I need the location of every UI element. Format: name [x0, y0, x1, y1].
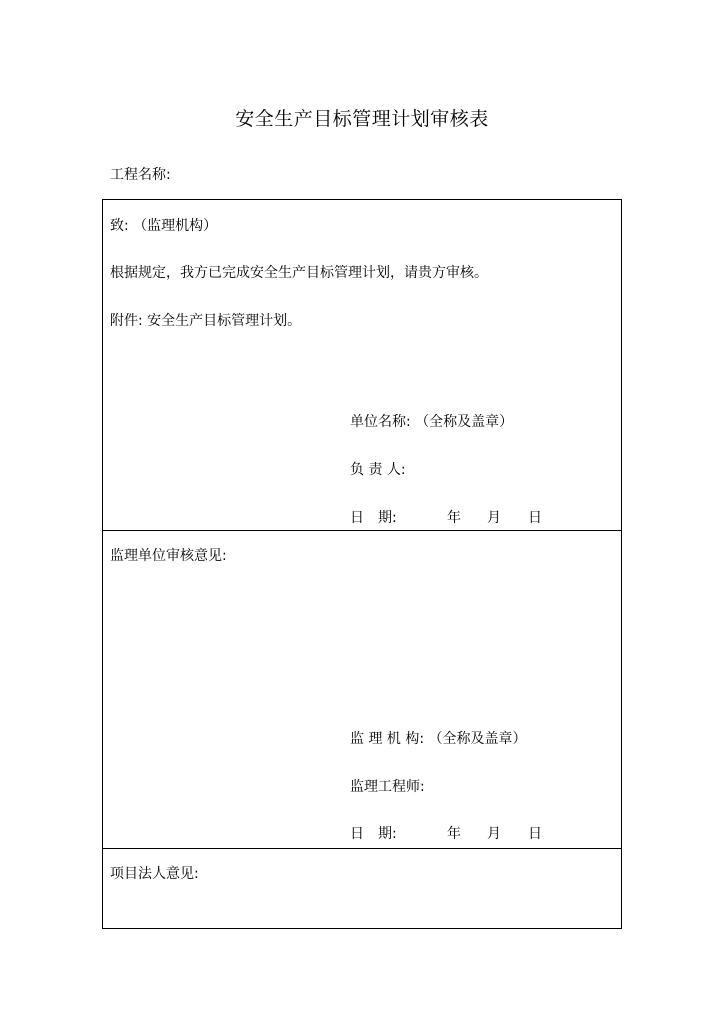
submission-statement: 根据规定，我方已完成安全生产目标管理计划，请贵方审核。: [110, 265, 488, 281]
day-label: 日: [528, 510, 542, 526]
person-in-charge-label: 负 责 人:: [350, 462, 406, 478]
day-label: 日: [528, 826, 542, 842]
year-label: 年: [447, 826, 461, 842]
contractor-section: [103, 200, 621, 531]
review-form-table: [102, 199, 622, 929]
month-label: 月: [487, 510, 501, 526]
legal-person-opinion-heading: 项目法人意见:: [110, 866, 199, 882]
month-label: 月: [487, 826, 501, 842]
attachment-line: 附件: 安全生产目标管理计划。: [110, 313, 302, 329]
date-label: 日 期:: [350, 826, 397, 842]
contractor-date-row: [350, 507, 550, 525]
unit-name-label: 单位名称: （全称及盖章）: [350, 414, 514, 430]
project-name-label: 工程名称:: [110, 167, 171, 183]
supervision-date-row: [350, 823, 550, 841]
supervision-opinion-heading: 监理单位审核意见:: [110, 548, 227, 564]
addressee-line: 致: （监理机构）: [110, 218, 218, 234]
legal-person-section: [103, 849, 621, 929]
supervision-section: [103, 531, 621, 849]
supervision-engineer-label: 监理工程师:: [350, 779, 425, 795]
supervision-agency-label: 监 理 机 构: （全称及盖章）: [350, 731, 527, 747]
document-title: 安全生产目标管理计划审核表: [235, 108, 489, 130]
date-label: 日 期:: [350, 510, 397, 526]
year-label: 年: [447, 510, 461, 526]
